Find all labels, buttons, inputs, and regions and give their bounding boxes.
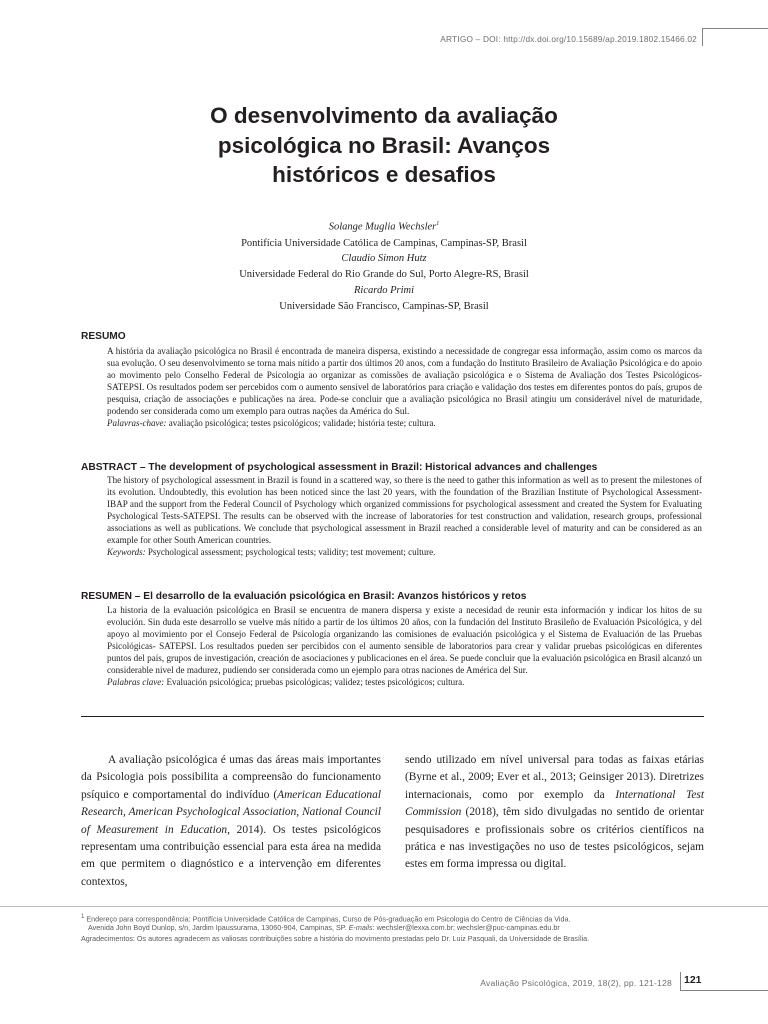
author-name: Solange Muglia Wechsler$^1$ [328, 221, 440, 233]
resumo-keywords: Palavras-chave: avaliação psicológica; testes psicológicos; validade; história teste; cultura. [107, 417, 436, 428]
page-number: 121 [684, 974, 702, 986]
resumen-text: La historia de la evaluación psicológica en Brasil se encuentra de manera dispersa y existe a necesidad de reunir esta información y indicar los hitos de su evolución. Sin duda este desarrollo se vuelve más nítido a partir de los últimos 20 años, con la fundación del Instituto Brasileño de Evaluación Psicológica, y del apoyo al movimiento por el Consejo Federal de Psicología organizando las comisiones de evaluación psicológica y el Sistema de Evaluación de las Pruebas Psicológicas- SATEPSI. Los resultados pueden ser percibidos con el aumento sensible de laboratorios para crear y validar pruebas psicológicas en diferentes puntos del país, grupos de investigación, creación de asociaciones y publicaciones en el área. Se puede concluir que la evaluación psicológica en Brasil alcanzó un considerable nivel de madurez, pudiendo ser considerada como un ejemplo para otras naciones de América del Sur. [107, 605, 702, 675]
header-doi: ARTIGO – DOI: http://dx.doi.org/10.15689/ap.2019.1802.15466.02 [440, 34, 697, 44]
body-column-left [81, 752, 381, 891]
abstract-heading: ABSTRACT – The development of psychological assessment in Brazil: Historical advances and challenges [81, 462, 598, 473]
footer-rule-vertical [680, 972, 681, 990]
body-column-right [405, 752, 704, 874]
resumen-keywords: Palabras clave: Evaluación psicológica; pruebas psicológicas; validez; testes psicológicos; cultura. [107, 676, 465, 687]
citation-italic: International Test Commission [405, 788, 704, 819]
resumen-spanish [107, 605, 702, 689]
footnote-rule [0, 906, 768, 907]
abstract-keywords: Keywords: Psychological assessment; psychological tests; validity; test movement; culture. [107, 546, 436, 557]
resumo-heading: RESUMO [81, 331, 126, 342]
resumo-abstract [107, 346, 702, 430]
section-divider [81, 716, 704, 717]
title-line-1: O desenvolvimento da avaliação [210, 103, 558, 128]
author-affiliation: Universidade São Francisco, Campinas-SP, Brasil [279, 301, 489, 312]
resumen-heading: RESUMEN – El desarrollo de la evaluación psicológica en Brasil: Avanzos históricos y retos [81, 591, 527, 602]
header-rule-horizontal [702, 28, 768, 29]
footnote-address: $^1$ Endereço para correspondência: Pontifícia Universidade Católica de Campinas, Curso de Pós-graduação em Psicologia do Centro de Ciências da Vida. [81, 914, 571, 924]
footnote-emails: Avenida John Boyd Dunlop, s/n, Jardim Ipaussurama, 13060-904, Campinas, SP. E-mails: wechsler@lexxa.com.br; wechsler@puc-campinas.edu.br [88, 923, 560, 932]
resumo-text: A história da avaliação psicológica no Brasil é encontrada de maneira dispersa, existindo a necessidade de congregar essa informação, assim como os marcos da sua evolução. O seu desenvolvimento se torna mais nítido a partir dos últimos 20 anos, com a fundação do Instituto Brasileiro de Avaliação Psicológica e do apoio ao movimento pelo Conselho Federal de Psicologia ao organizar as comissões de avaliação psicológica e o Sistema de Avaliação dos Testes Psicológicos-SATEPSI. Os resultados podem ser percebidos com o aumento sensível de laboratórios para criação e validação dos testes em diferentes pontos do país, grupos de pesquisa, criação de associações e publicações na área. Pode-se concluir que a avaliação psicológica no Brasil atingiu um considerável nível de maturidade, podendo ser considerada como um exemplo para outras nações da América do Sul. [107, 346, 702, 416]
title-line-3: históricos e desafios [272, 162, 496, 187]
footnote-mark: 1 [436, 221, 440, 227]
footnote-acknowledgements: Agradecimentos: Os autores agradecem as valiosas contribuições sobre a história do movimento prestadas pelo Dr. Luiz Pasquali, da Universidade de Brasília. [81, 934, 590, 943]
body-paragraph: A avaliação psicológica é umas das áreas mais importantes da Psicologia pois possibilita a compreensão do funcionamento psíquico e comportamental do indivíduo (American Educational Research, American Psychological Association, National Council of Measurement in Education, 2014). Os testes psicológicos representam uma contribuição essencial para esta área na medida em que permitem o diagnóstico e a intervenção em diferentes contextos, [81, 754, 381, 888]
footer-rule-horizontal [680, 990, 768, 991]
header-rule-vertical [702, 28, 703, 46]
article-title [100, 101, 668, 190]
abstract-text: The history of psychological assessment in Brazil is found in a scattered way, so there is the need to gather this information as well as to present the milestones of its evolution. Undoubtedly, this evolution has been noticed since the last 20 years, with the foundation of the Brazilian Institute of Psychological Assessment-IBAP and the support from the Federal Council of Psychology which organized commissions for psychological assessment and created the System for Evaluating Psychological Tests-SATEPSI. The results can be observed with the increase of laboratories for test construction and validation, research groups, professional associations as well as publications. We conclude that psychological assessment in Brazil reached a considerable level of maturity and can be considered as an example for other South American countries. [107, 475, 702, 545]
author-name: Ricardo Primi [354, 285, 414, 296]
author-name: Claudio Simon Hutz [341, 253, 427, 264]
author-affiliation: Universidade Federal do Rio Grande do Sul, Porto Alegre-RS, Brasil [239, 269, 529, 280]
body-paragraph: sendo utilizado em nível universal para todas as faixas etárias (Byrne et al., 2009; Ever et al., 2013; Geinsiger 2013). Diretrizes internacionais, como por exemplo da International Test Commission (2018), têm sido divulgadas no sentido de orientar pesquisadores e profissionais sobre os critérios científicos na prática e nas investigações no uso de testes psicológicos, sejam estes em forma impressa ou digital. [405, 754, 704, 871]
title-line-2: psicológica no Brasil: Avanços [217, 132, 551, 158]
abstract-english [107, 475, 702, 559]
author-affiliation: Pontifícia Universidade Católica de Campinas, Campinas-SP, Brasil [241, 238, 527, 249]
footer-journal-citation: Avaliação Psicológica, 2019, 18(2), pp. 121-128 [480, 978, 672, 988]
citation-italic: American Educational Research, American Psychological Association, National Council of Measurement in Education [81, 788, 381, 836]
